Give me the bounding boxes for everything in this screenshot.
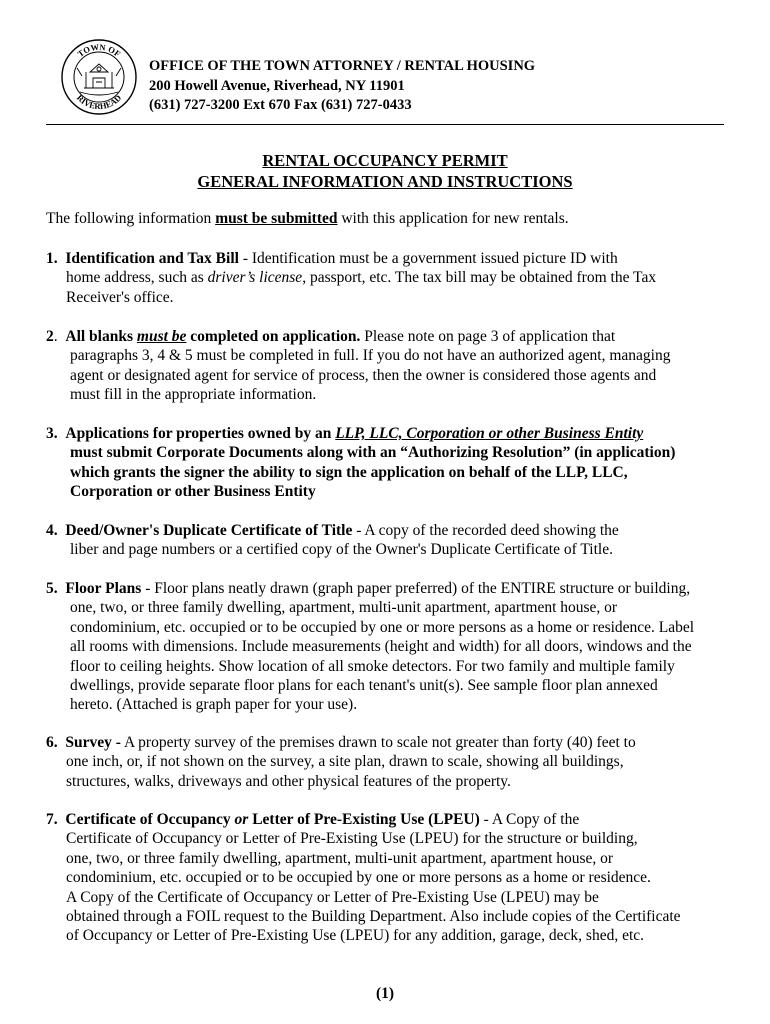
- intro-emphasis: must be submitted: [215, 210, 338, 227]
- item-6-line-2: one inch, or, if not shown on the survey, a site plan, drawn to scale, showing all buildings,: [66, 753, 624, 771]
- page-subtitle-text: GENERAL INFORMATION AND INSTRUCTIONS: [197, 172, 573, 191]
- seal-top-text: TOWN OF: [75, 41, 123, 59]
- item-2-heading-b: must be: [136, 328, 187, 345]
- item-5-line-5: floor to ceiling heights. Show location of all smoke detectors. For two family and multiple family: [70, 657, 675, 675]
- item-1-number: 1.: [46, 250, 58, 267]
- item-5-number: 5.: [46, 580, 58, 597]
- item-2-heading-a: All blanks: [65, 328, 137, 345]
- item-1-line-3: Receiver's office.: [66, 288, 174, 306]
- item-4-number: 4.: [46, 522, 58, 539]
- instruction-item-6: [46, 733, 736, 791]
- instruction-item-7: [46, 810, 736, 946]
- instruction-item-3: [46, 424, 736, 502]
- item-2-heading-c: completed on application.: [186, 328, 361, 345]
- item-5-line-7: hereto. (Attached is graph paper for your use).: [70, 696, 358, 714]
- item-7-line-3: one, two, or three family dwelling, apartment, multi-unit apartment, apartment house, or: [66, 849, 614, 867]
- office-header: [149, 57, 535, 116]
- item-6-heading: Survey -: [65, 734, 121, 751]
- item-3-line-4: Corporation or other Business Entity: [70, 483, 316, 501]
- item-5-line-4: all rooms with dimensions. Include measurements (height and width) for all doors, windows and the: [70, 638, 692, 656]
- item-7-number: 7.: [46, 811, 58, 828]
- page-number: (1): [375, 985, 395, 1002]
- item-7-line-4: condominium, etc. occupied or to be occupied by one or more persons as a home or residence.: [66, 869, 651, 887]
- item-3-heading-b: LLP, LLC, Corporation or other Business Entity: [335, 425, 644, 442]
- item-7-heading-b: or: [234, 811, 249, 828]
- item-5-line-6: dwellings, provide separate floor plans for each tenant's unit(s). See sample floor plan annexed: [70, 677, 658, 695]
- item-7-heading-a: Certificate of Occupancy: [65, 811, 235, 828]
- item-3-heading-a: Applications for properties owned by an: [65, 425, 336, 442]
- item-2-line-1: Please note on page 3 of application that: [360, 328, 616, 345]
- item-5-line-1: - Floor plans neatly drawn (graph paper preferred) of the ENTIRE structure or building,: [141, 580, 691, 597]
- instruction-item-5: [46, 579, 736, 715]
- page-subtitle: [0, 172, 770, 191]
- item-1-heading: Identification and Tax Bill: [65, 250, 239, 267]
- item-6-line-1: A property survey of the premises drawn to scale not greater than forty (40) feet to: [120, 734, 636, 751]
- header-divider: [46, 124, 724, 125]
- item-4-heading: Deed/Owner's Duplicate Certificate of Title: [65, 522, 353, 539]
- intro-before: The following information: [46, 210, 216, 227]
- page-title: [0, 151, 770, 170]
- item-7-line-5: A Copy of the Certificate of Occupancy or Letter of Pre-Existing Use (LPEU) may be: [66, 888, 599, 906]
- item-3-line-3: which grants the signer the ability to sign the application on behalf of the LLP, LLC,: [70, 463, 628, 481]
- item-7-line-6: obtained through a FOIL request to the Building Department. Also include copies of the Certificate: [66, 908, 681, 926]
- item-5-line-2: one, two, or three family dwelling, apartment, multi-unit apartment, apartment house, or: [70, 599, 618, 617]
- item-3-number: 3.: [46, 425, 58, 442]
- intro-text: [46, 209, 569, 228]
- item-5-line-3: condominium, etc. occupied or to be occupied by one or more persons as a home or residence. Label: [70, 618, 695, 636]
- seal-bottom-text: RIVERHEAD: [74, 92, 124, 112]
- instruction-item-1: [46, 249, 736, 307]
- header-address: 200 Howell Avenue, Riverhead, NY 11901: [149, 77, 405, 94]
- item-7-line-2: Certificate of Occupancy or Letter of Pre-Existing Use (LPEU) for the structure or building,: [66, 830, 638, 848]
- item-4-line-2: liber and page numbers or a certified copy of the Owner's Duplicate Certificate of Title.: [70, 541, 613, 559]
- page-title-text: RENTAL OCCUPANCY PERMIT: [262, 151, 508, 170]
- town-seal-icon: [60, 38, 138, 116]
- item-1-line-2c: , passport, etc. The tax bill may be obtained from the Tax: [302, 269, 657, 287]
- item-6-line-3: structures, walks, driveways and other physical features of the property.: [66, 772, 511, 790]
- header-office-name: OFFICE OF THE TOWN ATTORNEY / RENTAL HOUSING: [149, 58, 536, 74]
- item-4-line-1: - A copy of the recorded deed showing the: [352, 522, 619, 539]
- item-7-line-7: of Occupancy or Letter of Pre-Existing Use (LPEU) for any addition, garage, deck, shed, etc.: [66, 927, 645, 945]
- item-7-line-1: - A Copy of the: [479, 811, 580, 828]
- instruction-item-4: [46, 521, 736, 560]
- item-1-line-2a: home address, such as: [66, 269, 208, 287]
- item-2-line-3: agent or designated agent for service of process, then the owner is considered those agents and: [70, 366, 657, 384]
- intro-after: with this application for new rentals.: [337, 210, 569, 227]
- item-5-heading: Floor Plans: [65, 580, 142, 597]
- instruction-item-2: [46, 327, 736, 405]
- item-3-line-2: must submit Corporate Documents along with an “Authorizing Resolution” (in application): [70, 444, 676, 462]
- item-2-line-2: paragraphs 3, 4 & 5 must be completed in full. If you do not have an authorized agent, managing: [70, 347, 671, 365]
- item-6-number: 6.: [46, 734, 58, 751]
- item-1-line-2b: driver’s license: [207, 269, 303, 287]
- item-1-line-1: - Identification must be a government issued picture ID with: [238, 250, 618, 267]
- item-2-number: 2: [46, 328, 54, 345]
- item-2-dot: .: [53, 328, 58, 345]
- item-2-line-4: must fill in the appropriate information.: [70, 386, 317, 404]
- header-phone-fax: (631) 727-3200 Ext 670 Fax (631) 727-0433: [149, 97, 412, 113]
- item-7-heading-c: Letter of Pre-Existing Use (LPEU): [248, 811, 480, 828]
